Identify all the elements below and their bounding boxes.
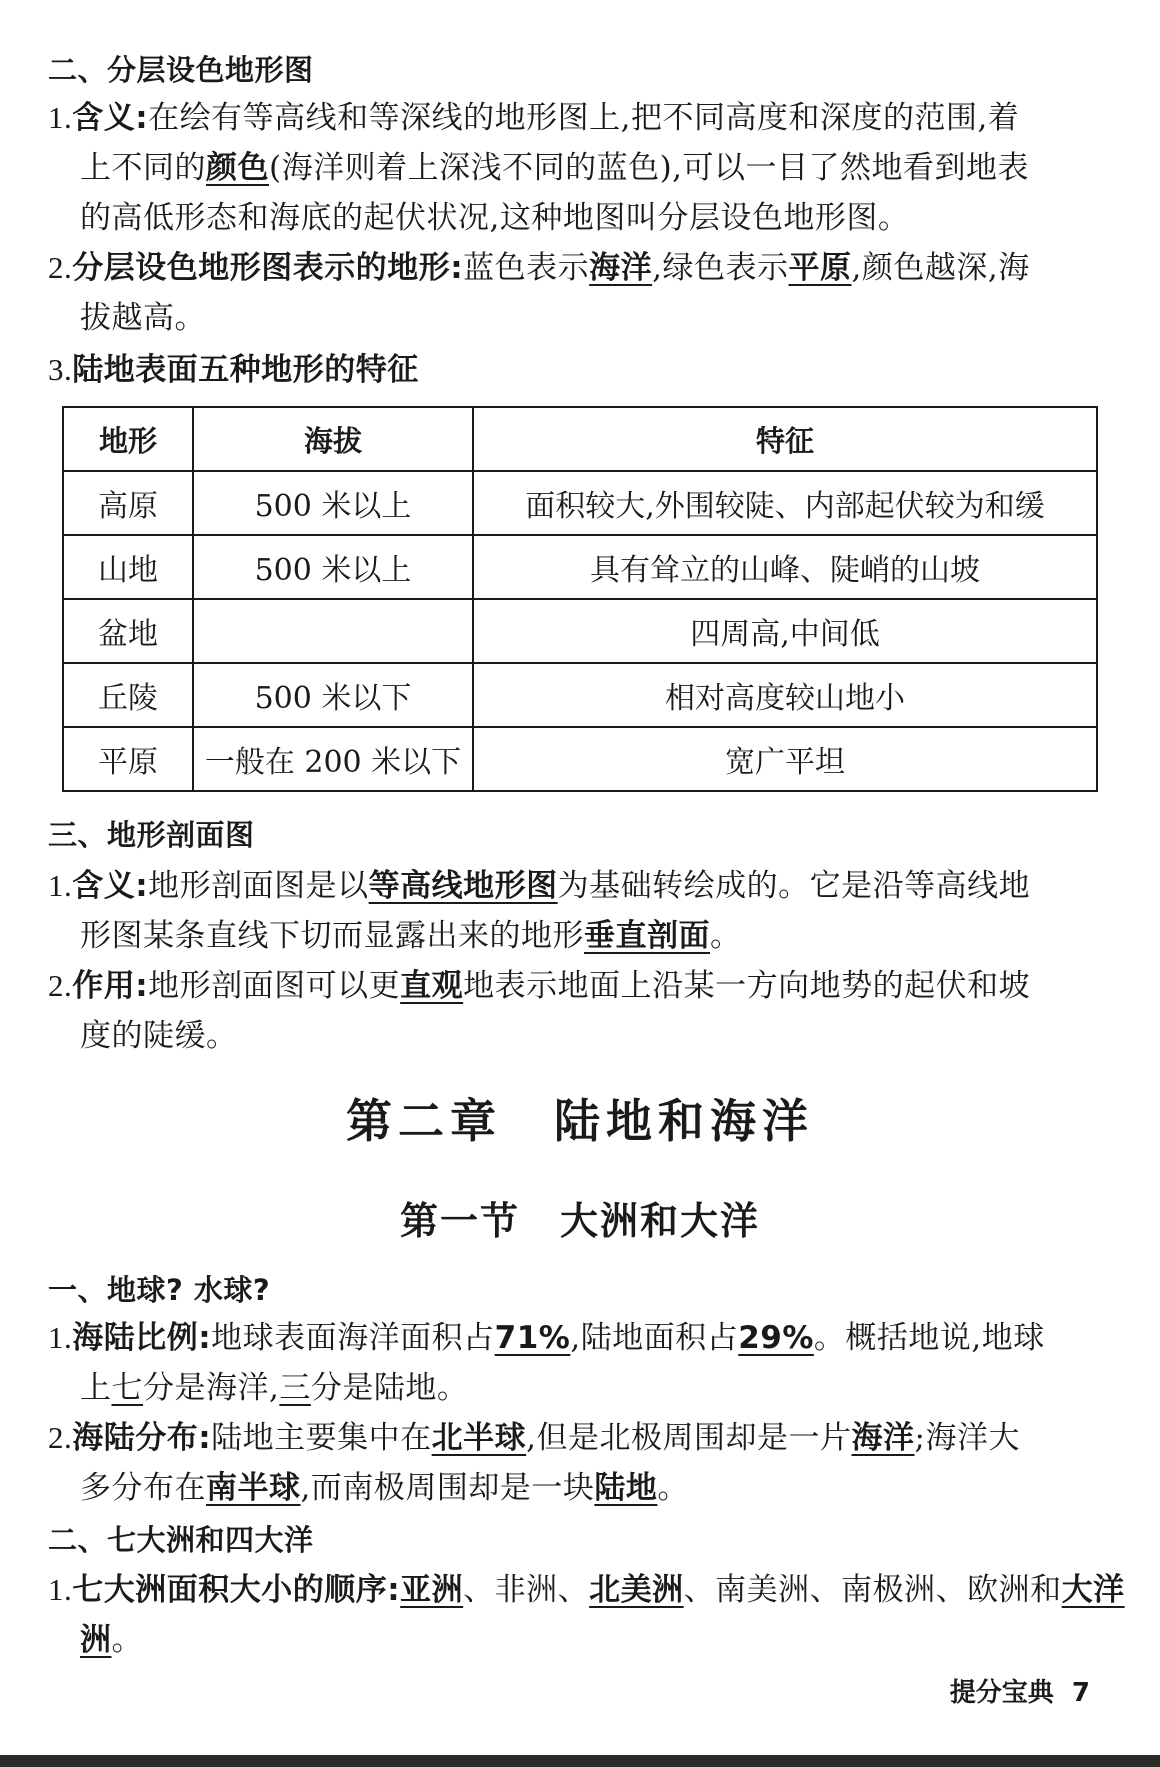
item-text: 。 bbox=[657, 1470, 689, 1506]
list-item-continuation bbox=[80, 916, 742, 956]
item-text: 、南美洲、南极洲、欧洲和 bbox=[683, 1572, 1062, 1608]
keyword-underlined: 71% bbox=[494, 1320, 571, 1356]
table-cell: 500 米以下 bbox=[193, 663, 473, 727]
table-header-row bbox=[63, 407, 1097, 471]
item-text: 地表示地面上沿某一方向地势的起伏和坡 bbox=[463, 968, 1031, 1004]
list-item-continuation bbox=[80, 148, 1029, 188]
page-footer bbox=[950, 1672, 1090, 1709]
table-cell: 宽广平坦 bbox=[473, 727, 1097, 791]
item-label: 陆地表面五种地形的特征 bbox=[72, 352, 419, 388]
item-label: 七大洲面积大小的顺序: bbox=[72, 1572, 401, 1608]
book-title: 提分宝典 bbox=[949, 1678, 1054, 1708]
keyword-underlined: 亚洲 bbox=[400, 1572, 464, 1608]
keyword-underlined: 垂直剖面 bbox=[584, 918, 710, 954]
item-text: 。 bbox=[710, 918, 742, 954]
item-text: 在绘有等高线和等深线的地形图上,把不同高度和深度的范围,着 bbox=[148, 100, 1020, 136]
item-label: 海陆分布: bbox=[72, 1420, 212, 1456]
table-cell: 高原 bbox=[63, 471, 193, 535]
item-text: ,陆地面积占 bbox=[570, 1320, 739, 1356]
table-cell: 具有耸立的山峰、陡峭的山坡 bbox=[473, 535, 1097, 599]
list-item-colors bbox=[48, 248, 1030, 288]
keyword-underlined: 南半球 bbox=[206, 1470, 301, 1506]
item-text: 分是海洋, bbox=[143, 1370, 280, 1406]
item-text: 分是陆地。 bbox=[310, 1370, 469, 1406]
section-heading-continents-oceans: 二、七大洲和四大洋 bbox=[48, 1523, 314, 1557]
keyword-underlined: 北半球 bbox=[431, 1420, 527, 1456]
keyword-underlined: 平原 bbox=[788, 250, 852, 286]
table-row bbox=[63, 727, 1097, 791]
keyword-underlined: 29% bbox=[738, 1320, 814, 1356]
list-item-profile-meaning bbox=[48, 866, 1030, 906]
item-text: 。概括地说,地球 bbox=[813, 1320, 1045, 1356]
table-cell: 相对高度较山地小 bbox=[473, 663, 1097, 727]
item-text: ,颜色越深,海 bbox=[851, 250, 1030, 286]
keyword-underlined: 洲 bbox=[80, 1622, 112, 1658]
table-cell: 山地 bbox=[63, 535, 193, 599]
item-label: 含义: bbox=[72, 868, 149, 904]
item-number: 1. bbox=[48, 1320, 73, 1355]
list-item-continuation: 拔越高。 bbox=[80, 300, 206, 336]
item-text: 形图某条直线下切而显露出来的地形 bbox=[80, 918, 584, 954]
item-number: 1. bbox=[48, 1572, 73, 1607]
terrain-table bbox=[62, 406, 1098, 792]
keyword-underlined: 大洋 bbox=[1061, 1572, 1125, 1608]
item-text: 蓝色表示 bbox=[463, 250, 590, 286]
table-row bbox=[63, 663, 1097, 727]
keyword-underlined: 等高线地形图 bbox=[368, 868, 558, 904]
chapter-title: 第二章 陆地和海洋 bbox=[346, 1094, 814, 1148]
item-text: 、非洲、 bbox=[463, 1572, 590, 1608]
list-item-profile-use bbox=[48, 966, 1030, 1006]
table-cell: 500 米以上 bbox=[193, 471, 473, 535]
item-label: 分层设色地形图表示的地形: bbox=[72, 250, 464, 286]
item-text: (海洋则着上深浅不同的蓝色),可以一目了然地看到地表 bbox=[269, 150, 1030, 186]
list-item-continuation bbox=[80, 1468, 689, 1508]
item-text: ;海洋大 bbox=[914, 1420, 1020, 1456]
table-cell: 面积较大,外围较陡、内部起伏较为和缓 bbox=[473, 471, 1097, 535]
item-text: 陆地主要集中在 bbox=[211, 1420, 432, 1456]
table-row bbox=[63, 471, 1097, 535]
list-item-continuation bbox=[80, 1620, 143, 1660]
item-label: 海陆比例: bbox=[72, 1320, 212, 1356]
list-item-land-sea-distribution bbox=[48, 1418, 1020, 1458]
item-number: 2. bbox=[48, 250, 73, 285]
item-number: 3. bbox=[48, 352, 73, 387]
table-row bbox=[63, 535, 1097, 599]
list-item-five-terrains bbox=[48, 350, 419, 390]
item-number: 2. bbox=[48, 1420, 73, 1455]
table-cell: 平原 bbox=[63, 727, 193, 791]
section-heading-earth-water: 一、地球? 水球? bbox=[48, 1273, 271, 1307]
column-header: 地形 bbox=[63, 407, 193, 471]
keyword-underlined: 直观 bbox=[400, 968, 464, 1004]
keyword-underlined: 七 bbox=[111, 1370, 143, 1406]
list-item-continuation: 度的陡缓。 bbox=[80, 1018, 238, 1054]
table-row bbox=[63, 599, 1097, 663]
keyword-underlined: 海洋 bbox=[851, 1420, 915, 1456]
table-cell: 一般在 200 米以下 bbox=[193, 727, 473, 791]
item-text: 地形剖面图是以 bbox=[148, 868, 369, 904]
keyword-underlined: 海洋 bbox=[589, 250, 653, 286]
item-text: 为基础转绘成的。它是沿等高线地 bbox=[557, 868, 1031, 904]
section-heading-layered-map: 二、分层设色地形图 bbox=[48, 53, 314, 87]
section-title: 第一节 大洲和大洋 bbox=[399, 1198, 760, 1243]
column-header: 海拔 bbox=[193, 407, 473, 471]
list-item-continent-order bbox=[48, 1570, 1125, 1610]
list-item-continuation: 的高低形态和海底的起伏状况,这种地图叫分层设色地形图。 bbox=[80, 200, 910, 236]
item-text: 地形剖面图可以更 bbox=[148, 968, 401, 1004]
item-text: 多分布在 bbox=[80, 1470, 206, 1506]
list-item-continuation bbox=[80, 1368, 468, 1408]
table-cell: 盆地 bbox=[63, 599, 193, 663]
item-text: ,而南极周围却是一块 bbox=[300, 1470, 595, 1506]
column-header: 特征 bbox=[473, 407, 1097, 471]
section-heading-profile: 三、地形剖面图 bbox=[48, 818, 255, 852]
item-text: 地球表面海洋面积占 bbox=[211, 1320, 495, 1356]
item-number: 2. bbox=[48, 968, 73, 1003]
item-number: 1. bbox=[48, 100, 73, 135]
item-text: 上 bbox=[80, 1370, 112, 1406]
list-item-land-sea-ratio bbox=[48, 1318, 1045, 1358]
keyword-underlined: 陆地 bbox=[594, 1470, 658, 1506]
table-cell: 丘陵 bbox=[63, 663, 193, 727]
keyword-underlined: 北美洲 bbox=[589, 1572, 684, 1608]
item-label: 含义: bbox=[72, 100, 149, 136]
item-text: 。 bbox=[111, 1622, 143, 1658]
item-text: 上不同的 bbox=[80, 150, 206, 186]
table-cell: 500 米以上 bbox=[193, 535, 473, 599]
table-cell bbox=[193, 599, 473, 663]
list-item-meaning bbox=[48, 98, 1019, 138]
keyword-underlined: 三 bbox=[279, 1370, 311, 1406]
item-text: ,绿色表示 bbox=[652, 250, 789, 286]
keyword-underlined: 颜色 bbox=[206, 150, 269, 186]
table-cell: 四周高,中间低 bbox=[473, 599, 1097, 663]
bottom-edge-bar bbox=[0, 1755, 1160, 1767]
item-label: 作用: bbox=[72, 968, 149, 1004]
page-number: 7 bbox=[1071, 1678, 1090, 1708]
item-text: ,但是北极周围却是一片 bbox=[526, 1420, 852, 1456]
item-number: 1. bbox=[48, 868, 73, 903]
